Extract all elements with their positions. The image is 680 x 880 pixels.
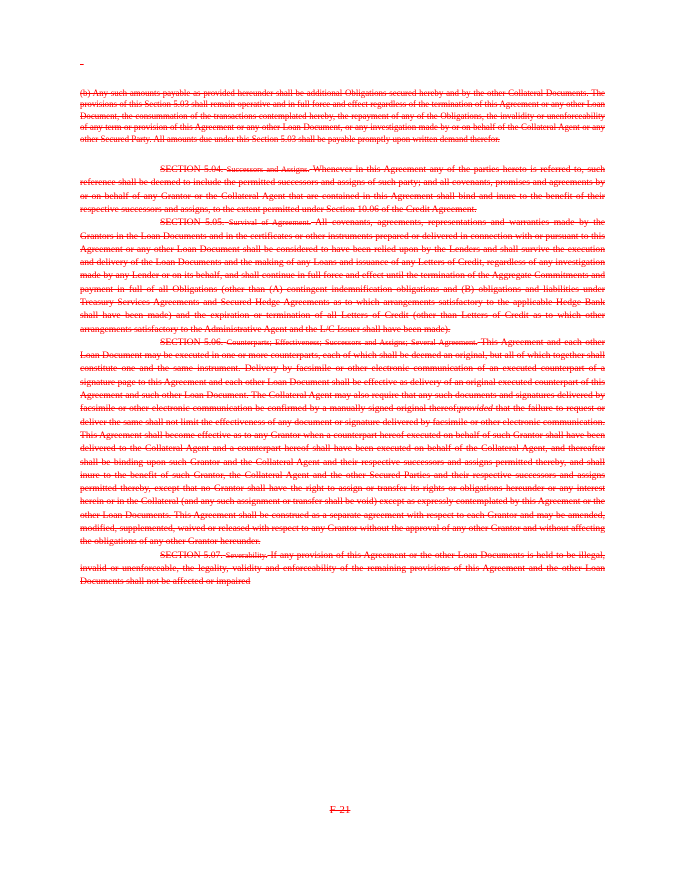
section-5-05 <box>80 216 605 336</box>
paragraph-5-03-b: (b) Any such amounts payable as provided hereunder shall be additional Obligations secured hereby and by the other Collateral Documents. The provisions of this Section 5.03 shall remain operative and in full force and effect regardless of the termination of this Agreement or any other Loan Document, the consummation of the transactions contemplated hereby, the repayment of any of the Obligations, the invalidity or unenforceability of any term or provision of this Agreement or any other Loan Document, or any investigation made by or on behalf of the Collateral Agent or any other Secured Party. All amounts due under this Section 5.03 shall be payable promptly upon written demand therefor. <box>80 88 605 144</box>
section-text: All covenants, agreements, representations and warranties made by the Grantors in the Loan Documents and in the certificates or other instruments prepared or delivered in connection with or pursuant to this Agreement or any other Loan Document shall be considered to have been relied upon by the Lenders and shall survive the execution and delivery of the Loan Documents and the making of any Loans and issuance of any Letters of Credit, regardless of any investigation made by any Lender or on its behalf, and shall continue in full force and effect until the termination of the Aggregate Commitments and payment in full of all Obligations (other than (A) contingent indemnification obligations and (B) obligations and liabilities under Treasury Services Agreements and Secured Hedge Agreements as to which arrangements satisfactory to the applicable Hedge Bank shall have been made) and the expiration or termination of all Letters of Credit (other than Letters of Credit as to which other arrangements satisfactory to the Administrative Agent and the L/C Issuer shall have been made). <box>80 217 605 335</box>
page-number: F-21 <box>329 804 351 816</box>
document-body <box>80 88 605 589</box>
section-text: If any provision of this Agreement or the other Loan Documents is held to be illegal, invalid or unenforceable, the legality, validity and enforceability of the remaining provisions of this Agreement and the other Loan Documents shall not be affected or impaired <box>80 549 606 588</box>
section-text-italic: provided <box>459 403 493 415</box>
section-number: SECTION 5.04. <box>160 164 224 176</box>
section-caption: Counterparts; Effectiveness; Successors and Assigns; Several Agreement. <box>226 337 478 347</box>
section-caption: Successors and Assigns. <box>226 165 310 175</box>
section-text: Whenever in this Agreement any of the parties hereto is referred to, such reference shall be deemed to include the permitted successors and assigns of such party; and all covenants, promises and agreements by or on behalf of any Grantor or the Collateral Agent that are contained in this Agreement shall bind and inure to the benefit of their respective successors and assigns, to the extent permitted under Section 10.06 of the Credit Agreement. <box>80 164 606 215</box>
section-text: This Agreement and each other Loan Document may be executed in one or more counterparts, each of which shall be deemed an original, but all of which together shall constitute one and the same instrument. Delivery by facsimile or other electronic communication of an executed counterpart of a signature page to this Agreement and each other Loan Document shall be effective as delivery of an original executed counterpart of this Agreement and such other Loan Document. The Collateral Agent may also require that any such documents and signatures delivered by facsimile or other electronic communication be confirmed by a manually signed original thereof; <box>80 336 605 415</box>
section-5-04 <box>80 163 605 216</box>
section-caption: Survival of Agreement. <box>228 218 311 228</box>
change-mark: - <box>80 58 84 70</box>
section-number: SECTION 5.07. <box>160 549 223 561</box>
section-number: SECTION 5.05. <box>160 217 225 229</box>
section-text: that the failure to request or deliver the same shall not limit the effectiveness of any document or signature delivered by facsimile or other electronic communication. This Agreement shall become effective as to any Grantor when a counterpart hereof executed on behalf of such Grantor shall have been delivered to the Collateral Agent and a counterpart hereof shall have been executed on behalf of the Collateral Agent, and thereafter shall be binding upon such Grantor and the Collateral Agent and their respective successors and assigns permitted thereby, and shall inure to the benefit of such Grantor, the Collateral Agent and the other Secured Parties and their respective successors and assigns permitted thereby, except that no Grantor shall have the right to assign or transfer its rights or obligations hereunder or any interest herein or in the Collateral (and any such assignment or transfer shall be void) except as expressly contemplated by this Agreement or the other Loan Documents. This Agreement shall be construed as a separate agreement with respect to each Grantor and may be amended, modified, supplemented, waived or released with respect to any Grantor without the approval of any other Grantor and without affecting the obligations of any other Grantor hereunder. <box>80 403 605 548</box>
section-5-07 <box>80 549 605 589</box>
section-caption: Severability. <box>225 550 268 560</box>
section-number: SECTION 5.06. <box>160 336 224 348</box>
section-5-06 <box>80 336 605 549</box>
